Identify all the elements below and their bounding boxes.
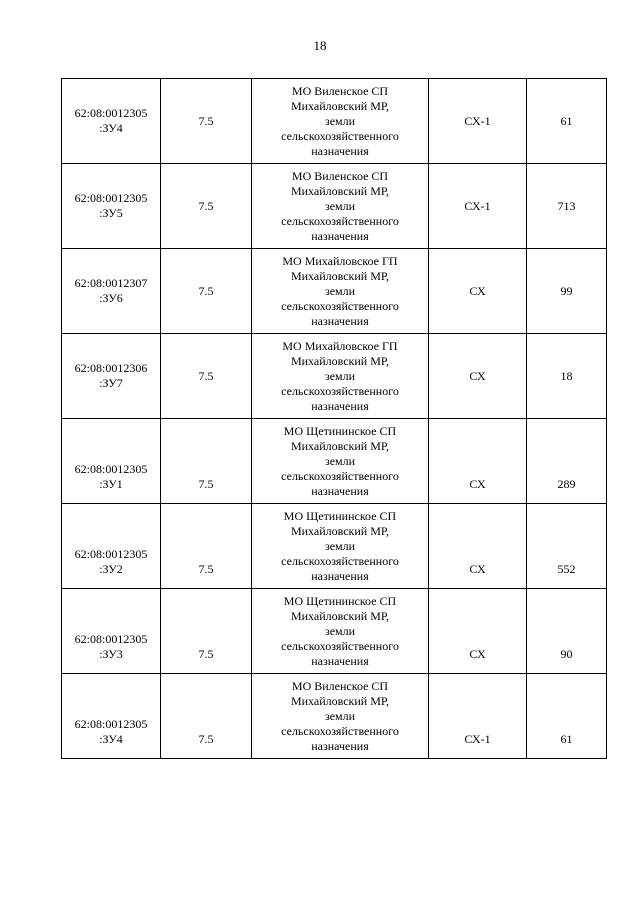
parcels-table: [61, 78, 607, 759]
table-row: [62, 674, 607, 759]
parcel-designation: :ЗУ7: [99, 376, 123, 390]
zone-cell: СХ-1: [429, 164, 527, 249]
area-cell: 61: [527, 79, 607, 164]
location-line: сельскохозяйственного: [281, 638, 399, 653]
location-cell: [252, 419, 429, 504]
location-line: сельскохозяйственного: [281, 468, 399, 483]
location-cell: [252, 589, 429, 674]
cadastral-number: 62:08:0012305: [74, 717, 148, 731]
location-line: МО Виленское СП: [291, 83, 389, 98]
location-line: сельскохозяйственного: [281, 128, 399, 143]
location-line: земли: [324, 283, 356, 298]
zone-cell: СХ: [429, 504, 527, 589]
location-line: земли: [324, 708, 356, 723]
location-cell: [252, 504, 429, 589]
location-line: земли: [324, 368, 356, 383]
use-code-cell: 7.5: [161, 419, 252, 504]
parcel-designation: :ЗУ3: [99, 647, 123, 661]
cadastral-number: 62:08:0012305: [74, 547, 148, 561]
table-row: [62, 504, 607, 589]
location-line: Михайловский МР,: [290, 268, 390, 283]
table-row: [62, 249, 607, 334]
location-cell: [252, 674, 429, 759]
cadastral-number-cell: [62, 589, 161, 674]
location-line: назначения: [311, 143, 369, 158]
location-line: Михайловский МР,: [290, 693, 390, 708]
parcels-table-body: [62, 79, 607, 759]
location-cell: [252, 79, 429, 164]
table-row: [62, 164, 607, 249]
location-line: Михайловский МР,: [290, 608, 390, 623]
parcel-designation: :ЗУ4: [99, 732, 123, 746]
location-cell: [252, 164, 429, 249]
area-cell: 552: [527, 504, 607, 589]
location-line: МО Щетининское СП: [283, 593, 397, 608]
parcel-designation: :ЗУ1: [99, 477, 123, 491]
location-line: земли: [324, 198, 356, 213]
parcel-designation: :ЗУ2: [99, 562, 123, 576]
use-code-cell: 7.5: [161, 79, 252, 164]
cadastral-number: 62:08:0012305: [74, 462, 148, 476]
location-line: назначения: [311, 228, 369, 243]
zone-cell: СХ-1: [429, 674, 527, 759]
location-cell: [252, 249, 429, 334]
location-line: МО Виленское СП: [291, 168, 389, 183]
parcel-designation: :ЗУ4: [99, 121, 123, 135]
location-line: МО Михайловское ГП: [282, 338, 398, 353]
cadastral-number: 62:08:0012305: [74, 191, 148, 205]
location-line: МО Щетининское СП: [283, 508, 397, 523]
location-line: назначения: [311, 483, 369, 498]
location-line: сельскохозяйственного: [281, 213, 399, 228]
cadastral-number-cell: [62, 79, 161, 164]
table-row: [62, 419, 607, 504]
table-row: [62, 79, 607, 164]
parcel-designation: :ЗУ5: [99, 206, 123, 220]
cadastral-number-cell: [62, 164, 161, 249]
area-cell: 713: [527, 164, 607, 249]
location-line: Михайловский МР,: [290, 98, 390, 113]
location-line: МО Михайловское ГП: [282, 253, 398, 268]
use-code-cell: 7.5: [161, 674, 252, 759]
area-cell: 289: [527, 419, 607, 504]
location-line: назначения: [311, 738, 369, 753]
use-code-cell: 7.5: [161, 334, 252, 419]
cadastral-number-cell: [62, 249, 161, 334]
location-line: Михайловский МР,: [290, 183, 390, 198]
location-line: земли: [324, 538, 356, 553]
cadastral-number-cell: [62, 504, 161, 589]
location-line: сельскохозяйственного: [281, 723, 399, 738]
location-line: земли: [324, 453, 356, 468]
area-cell: 18: [527, 334, 607, 419]
zone-cell: СХ-1: [429, 79, 527, 164]
area-cell: 99: [527, 249, 607, 334]
location-line: сельскохозяйственного: [281, 383, 399, 398]
location-line: сельскохозяйственного: [281, 298, 399, 313]
cadastral-number: 62:08:0012306: [74, 361, 148, 375]
page-number: 18: [313, 38, 327, 53]
zone-cell: СХ: [429, 419, 527, 504]
location-cell: [252, 334, 429, 419]
location-line: земли: [324, 113, 356, 128]
location-line: назначения: [311, 653, 369, 668]
location-line: сельскохозяйственного: [281, 553, 399, 568]
use-code-cell: 7.5: [161, 589, 252, 674]
use-code-cell: 7.5: [161, 249, 252, 334]
use-code-cell: 7.5: [161, 164, 252, 249]
use-code-cell: 7.5: [161, 504, 252, 589]
zone-cell: СХ: [429, 249, 527, 334]
location-line: Михайловский МР,: [290, 438, 390, 453]
area-cell: 90: [527, 589, 607, 674]
table-row: [62, 589, 607, 674]
cadastral-number: 62:08:0012307: [74, 276, 148, 290]
area-cell: 61: [527, 674, 607, 759]
location-line: назначения: [311, 568, 369, 583]
cadastral-number-cell: [62, 419, 161, 504]
zone-cell: СХ: [429, 334, 527, 419]
location-line: Михайловский МР,: [290, 523, 390, 538]
cadastral-number-cell: [62, 674, 161, 759]
zone-cell: СХ: [429, 589, 527, 674]
cadastral-number: 62:08:0012305: [74, 632, 148, 646]
location-line: МО Виленское СП: [291, 678, 389, 693]
cadastral-number-cell: [62, 334, 161, 419]
cadastral-number: 62:08:0012305: [74, 106, 148, 120]
parcel-designation: :ЗУ6: [99, 291, 123, 305]
location-line: земли: [324, 623, 356, 638]
location-line: назначения: [311, 398, 369, 413]
table-row: [62, 334, 607, 419]
location-line: МО Щетининское СП: [283, 423, 397, 438]
location-line: Михайловский МР,: [290, 353, 390, 368]
location-line: назначения: [311, 313, 369, 328]
